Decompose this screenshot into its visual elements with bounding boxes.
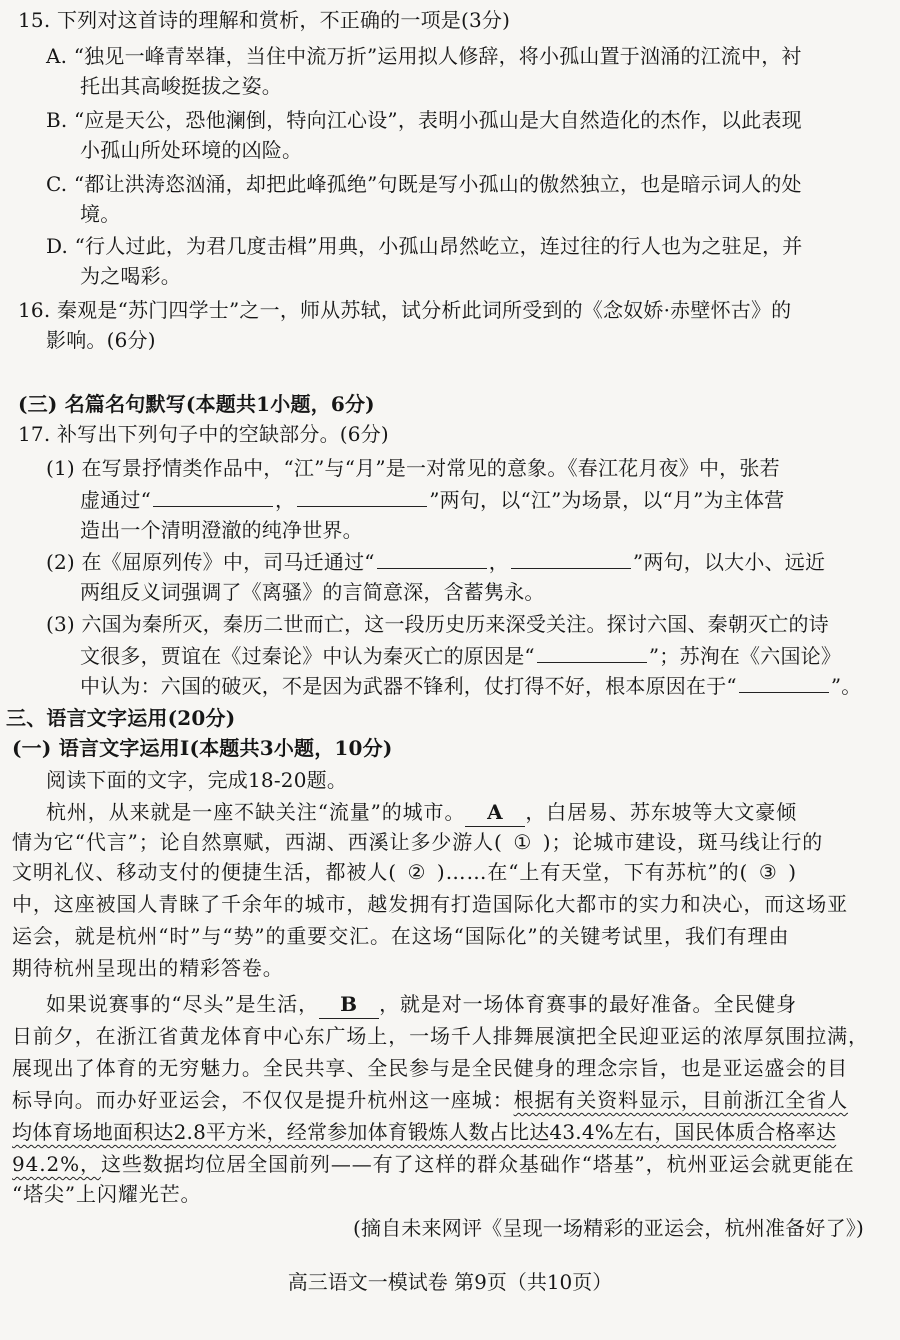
passage-p2-line6: 94.2%，这些数据均位居全国前列——有了这样的群众基础作“塔基”，杭州亚运会就更能在	[12, 1152, 855, 1176]
page-footer: 高三语文一模试卷 第9页（共10页）	[287, 1270, 613, 1294]
passage-p2-line1: 如果说赛事的“尽头”是生活， B ，就是对一场体育赛事的最好准备。全民健身	[46, 990, 797, 1019]
q16-line1: 16. 秦观是“苏门四学士”之一，师从苏轼，试分析此词所受到的《念奴娇·赤壁怀古》的	[18, 298, 792, 322]
passage-p1-line3: 文明礼仪、移动支付的便捷生活，都被人( ② )……在“上有天堂，下有苏杭”的( ③ )	[12, 860, 797, 884]
passage-p2-line7: “塔尖”上闪耀光芒。	[12, 1182, 202, 1206]
part-title-language-use: 三、语言文字运用(20分)	[6, 706, 236, 730]
q17-part2-line2: 两组反义词强调了《离骚》的言简意深，含蓄隽永。	[80, 580, 545, 604]
q17-part3-line1: (3) 六国为秦所灭，秦历二世而亡，这一段历史历来深受关注。探讨六国、秦朝灭亡的诗	[46, 612, 829, 636]
passage-p1-line4: 中，这座被国人青睐了千余年的城市，越发拥有打造国际化大都市的实力和决心，而这场亚	[12, 892, 848, 916]
passage-p2-line5	[12, 1118, 836, 1146]
q17-part3-line3: 中认为：六国的破灭，不是因为武器不锋利，仗打得不好，根本原因在于“ ”。	[80, 674, 862, 698]
answer-blank-2[interactable]	[297, 486, 427, 507]
passage-p2-line2: 日前夕，在浙江省黄龙体育中心东广场上，一场千人排舞展演把全民迎亚运的浓厚氛围拉满，	[12, 1024, 869, 1048]
blank-circle-2: ②	[407, 860, 427, 884]
q15-option-b-line1: B. “应是天公，恐他澜倒，特向江心设”，表明小孤山是大自然造化的杰作，以此表现	[46, 108, 802, 132]
blank-mark-a: A	[465, 798, 525, 827]
q15-option-d-line1: D. “行人过此，为君几度击楫”用典，小孤山昂然屹立，连过往的行人也为之驻足，并	[46, 234, 803, 258]
blank-circle-3: ③	[758, 860, 778, 884]
q15-option-c-line2: 境。	[80, 202, 121, 226]
q16-line2: 影响。(6分)	[46, 328, 156, 352]
q15-option-a-line2: 托出其高峻挺拔之姿。	[80, 74, 282, 98]
q15-option-b-line2: 小孤山所处环境的凶险。	[80, 138, 303, 162]
q17-part2-line1: (2) 在《屈原列传》中，司马迁通过“ ， ”两句，以大小、远近	[46, 550, 826, 574]
passage-p1-line1: 杭州，从来就是一座不缺关注“流量”的城市。 A ，白居易、苏东坡等大文豪倾	[46, 798, 797, 827]
q17-part3-line2: 文很多，贾谊在《过秦论》中认为秦灭亡的原因是“ ”；苏洵在《六国论》	[80, 644, 842, 668]
passage-source: (摘自未来网评《呈现一场精彩的亚运会，杭州准备好了》)	[352, 1216, 864, 1240]
passage-p2-line4: 标导向。而办好亚运会，不仅仅是提升杭州这一座城：根据有关资料显示，目前浙江全省人	[12, 1088, 849, 1112]
q15-option-a-line1: A. “独见一峰青崒嵂，当住中流万折”运用拟人修辞，将小孤山置于汹涌的江流中，衬	[46, 44, 802, 68]
answer-blank-6[interactable]	[739, 672, 829, 693]
q15-option-d-line2: 为之喝彩。	[80, 264, 181, 288]
answer-blank-3[interactable]	[377, 548, 487, 569]
subsection-title-language-use-1: (一) 语言文字运用Ⅰ(本题共3小题，10分)	[12, 736, 393, 760]
passage-p1-line6: 期待杭州呈现出的精彩答卷。	[12, 956, 284, 980]
answer-blank-4[interactable]	[511, 548, 631, 569]
passage-p1-line5: 运会，就是杭州“时”与“势”的重要交汇。在这场“国际化”的关键考试里，我们有理由	[12, 924, 790, 948]
wavy-underlined-text: 94.2%，	[12, 1152, 101, 1176]
q15-option-c-line1: C. “都让洪涛恣汹涌，却把此峰孤绝”句既是写小孤山的傲然独立，也是暗示词人的处	[46, 172, 802, 196]
answer-blank-1[interactable]	[153, 486, 273, 507]
section-title-famous-lines: (三) 名篇名句默写(本题共1小题，6分)	[18, 392, 375, 416]
passage-p2-line3: 展现出了体育的无穷魅力。全民共享、全民参与是全民健身的理念宗旨，也是亚运盛会的目	[12, 1056, 848, 1080]
blank-mark-b: B	[319, 990, 379, 1019]
wavy-underlined-text: 均体育场地面积达2.8平方米，经常参加体育锻炼人数占比达43.4%左右，国民体质合格率达	[12, 1120, 837, 1144]
q17-stem: 17. 补写出下列句子中的空缺部分。(6分)	[18, 422, 389, 446]
passage-p1-line2: 情为它“代言”；论自然禀赋，西湖、西溪让多少游人( ① )；论城市建设，斑马线让行的	[12, 830, 824, 854]
q17-part1-line2: 虚通过“ ， ”两句，以“江”为场景，以“月”为主体营	[80, 488, 785, 512]
q15-stem: 15. 下列对这首诗的理解和赏析，不正确的一项是(3分)	[18, 8, 511, 32]
answer-blank-5[interactable]	[537, 642, 647, 663]
q17-part1-line1: (1) 在写景抒情类作品中，“江”与“月”是一对常见的意象。《春江花月夜》中，张若	[46, 456, 780, 480]
q17-part1-line3: 造出一个清明澄澈的纯净世界。	[80, 518, 363, 542]
reading-instruction: 阅读下面的文字，完成18-20题。	[46, 768, 348, 792]
blank-circle-1: ①	[513, 830, 533, 854]
wavy-underlined-text: 根据有关资料显示，目前浙江全省人	[513, 1088, 849, 1112]
